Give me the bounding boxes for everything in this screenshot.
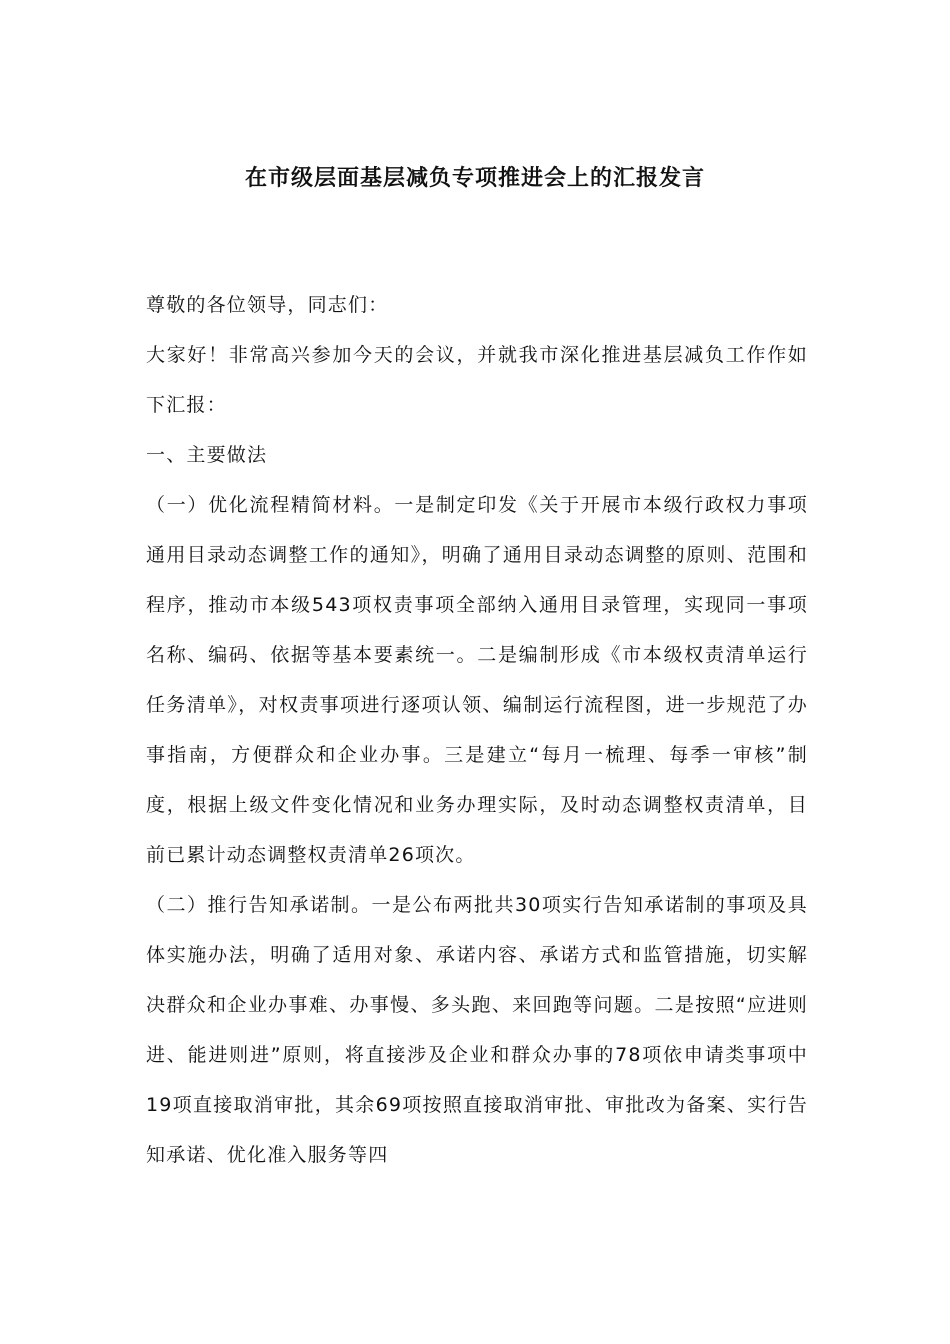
- body-paragraph: （二）推行告知承诺制。一是公布两批共30项实行告知承诺制的事项及具体实施办法，明确了适用对象、承诺内容、承诺方式和监管措施，切实解决群众和企业办事难、办事慢、多头跑、来回跑等问题。二是按照“应进则进、能进则进”原则，将直接涉及企业和群众办事的78项依申请类事项中19项直接取消审批，其余69项按照直接取消审批、审批改为备案、实行告知承诺、优化准入服务等四: [146, 894, 808, 1166]
- section-heading: 一、主要做法: [146, 444, 268, 466]
- body-paragraph: （一）优化流程精简材料。一是制定印发《关于开展市本级行政权力事项通用目录动态调整工作的通知》，明确了通用目录动态调整的原则、范围和程序，推动市本级543项权责事项全部纳入通用目录管理，实现同一事项名称、编码、依据等基本要素统一。二是编制形成《市本级权责清单运行任务清单》，对权责事项进行逐项认领、编制运行流程图，进一步规范了办事指南，方便群众和企业办事。三是建立“每月一梳理、每季一审核”制度，根据上级文件变化情况和业务办理实际，及时动态调整权责清单，目前已累计动态调整权责清单26项次。: [146, 494, 808, 866]
- greeting-paragraph: 尊敬的各位领导，同志们：: [146, 294, 389, 316]
- document-body: [146, 280, 808, 1180]
- intro-paragraph: 大家好！非常高兴参加今天的会议，并就我市深化推进基层减负工作作如下汇报：: [146, 344, 808, 416]
- document-title: 在市级层面基层减负专项推进会上的汇报发言: [244, 166, 705, 191]
